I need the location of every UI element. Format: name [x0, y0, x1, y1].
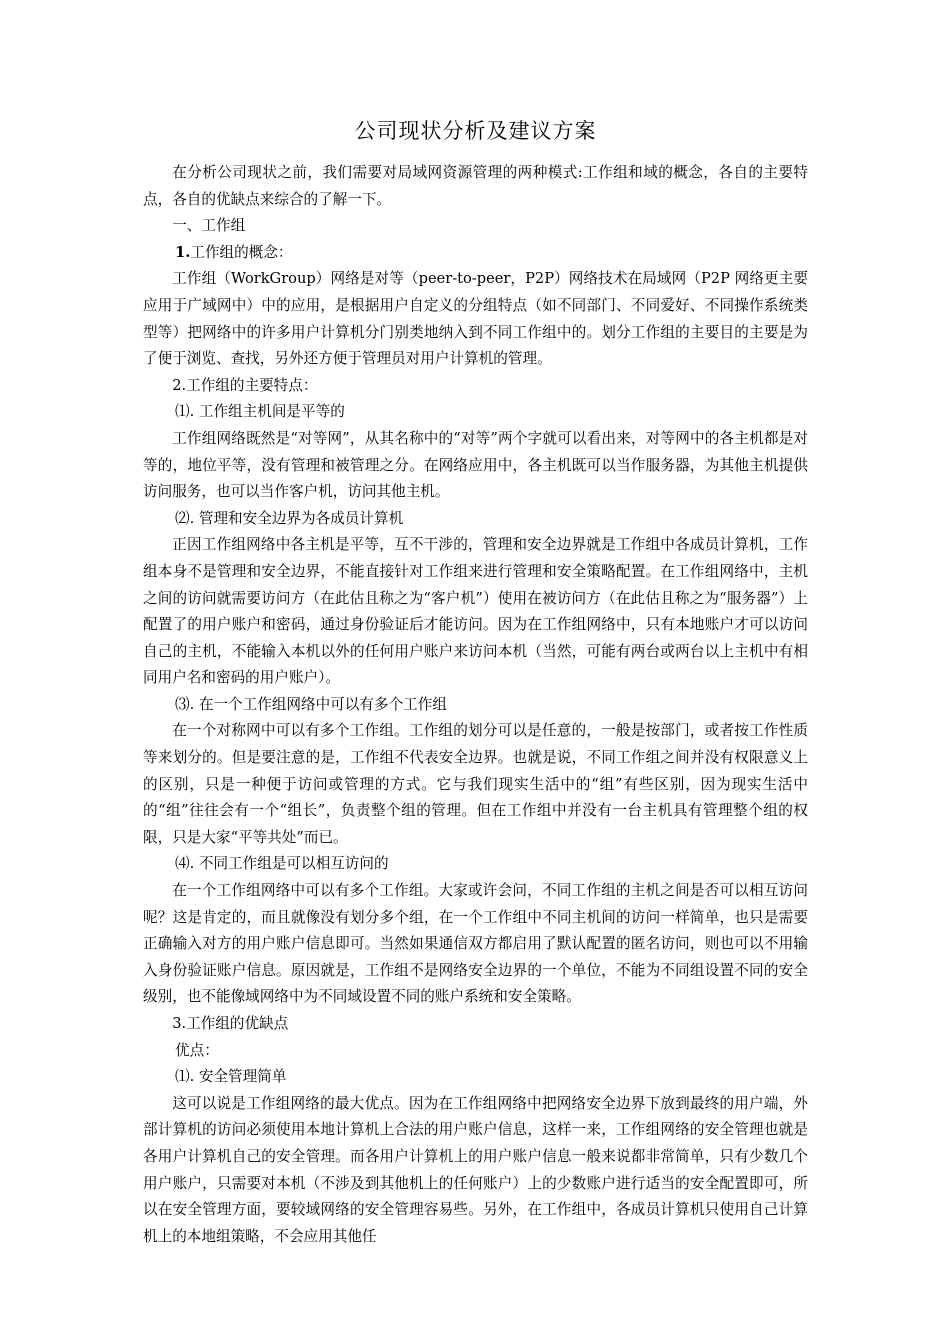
concept-heading	[143, 240, 808, 267]
feature-1-paragraph: 工作组网络既然是“对等网”，从其名称中的“对等”两个字就可以看出来，对等网中的各主机都是对等的，地位平等，没有管理和被管理之分。在网络应用中，各主机既可以当作服务器，为其他主机提供访问服务，也可以当作客户机，访问其他主机。	[143, 429, 808, 501]
feature-2-paragraph: 正因工作组网络中各主机是平等，互不干涉的，管理和安全边界就是工作组中各成员计算机，工作组本身不是管理和安全边界，不能直接针对工作组来进行管理和安全策略配置。在工作组网络中，主机之间的访问就需要访问方（在此估且称之为“客户机”）使用在被访问方（在此估且称之为“服务器”）上配置了的用户账户和密码，通过身份验证后才能访问。因为在工作组网络中，只有本地账户才可以访问自己的主机，不能输入本机以外的任何用户账户来访问本机（当然，可能有两台或两台以上主机中有相同用户名和密码的用户账户）。	[143, 536, 808, 687]
pros-label: 优点：	[175, 1041, 219, 1059]
feature-3-heading: ⑶. 在一个工作组网络中可以有多个工作组	[175, 695, 447, 713]
pro-1-heading: ⑴. 安全管理简单	[175, 1068, 287, 1086]
document-page	[143, 112, 808, 1250]
feature-3-paragraph: 在一个对称网中可以有多个工作组。工作组的划分可以是任意的，一般是按部门，或者按工作性质等来划分的。但是要注意的是，工作组不代表安全边界。也就是说，不同工作组之间并没有权限意义上的区别，只是一种便于访问或管理的方式。它与我们现实生活中的“组”有些区别，因为现实生活中的“组”往往会有一个“组长”，负责整个组的管理。但在工作组中并没有一台主机具有管理整个组的权限，只是大家“平等共处”而已。	[143, 722, 808, 846]
pro-1-paragraph: 这可以说是工作组网络的最大优点。因为在工作组网络中把网络安全边界下放到最终的用户端，外部计算机的访问必须使用本地计算机上合法的用户账户信息，这样一来，工作组网络的安全管理也就是各用户计算机自己的安全管理。而各用户计算机上的用户账户信息一般来说都非常简单，只有少数几个用户账户，只需要对本机（不涉及到其他机上的任何账户）上的少数账户进行适当的安全配置即可，所以在安全管理方面，要较域网络的安全管理容易些。另外，在工作组中，各成员计算机只使用自己计算机上的本地组策略，不会应用其他任	[143, 1094, 808, 1245]
concept-label: 工作组的概念：	[190, 243, 293, 261]
feature-4-heading: ⑷. 不同工作组是可以相互访问的	[175, 855, 389, 873]
section-heading-workgroup: 一、工作组	[172, 217, 246, 235]
concept-paragraph: 工作组（WorkGroup）网络是对等（peer-to-peer，P2P）网络技术在局域网（P2P 网络更主要应用于广域网中）中的应用，是根据用户自定义的分组特点（如不同部门、不同爱好、不同操作系统类型等）把网络中的许多用户计算机分门别类地纳入到不同工作组中的。划分工作组的主要目的主要是为了便于浏览、查找，另外还方便于管理员对用户计算机的管理。	[143, 270, 808, 368]
feature-1-heading: ⑴. 工作组主机间是平等的	[175, 403, 345, 421]
pros-cons-heading: 3.工作组的优缺点	[172, 1015, 289, 1032]
feature-2-heading: ⑵. 管理和安全边界为各成员计算机	[175, 509, 404, 527]
page-title: 公司现状分析及建议方案	[354, 119, 597, 143]
concept-number: 1.	[175, 243, 191, 261]
features-heading: 2.工作组的主要特点：	[172, 376, 318, 394]
feature-4-paragraph: 在一个工作组网络中可以有多个工作组。大家或许会问，不同工作组的主机之间是否可以相互访问呢？这是肯定的，而且就像没有划分多个组，在一个工作组中不同主机间的访问一样简单，也只是需要正确输入对方的用户账户信息即可。当然如果通信双方都启用了默认配置的匿名访问，则也可以不用输入身份验证账户信息。原因就是，工作组不是网络安全边界的一个单位，不能为不同组设置不同的安全级别，也不能像域网络中为不同域设置不同的账户系统和安全策略。	[143, 882, 808, 1006]
intro-paragraph: 在分析公司现状之前，我们需要对局域网资源管理的两种模式:工作组和域的概念，各自的主要特点，各自的优缺点来综合的了解一下。	[143, 164, 808, 208]
